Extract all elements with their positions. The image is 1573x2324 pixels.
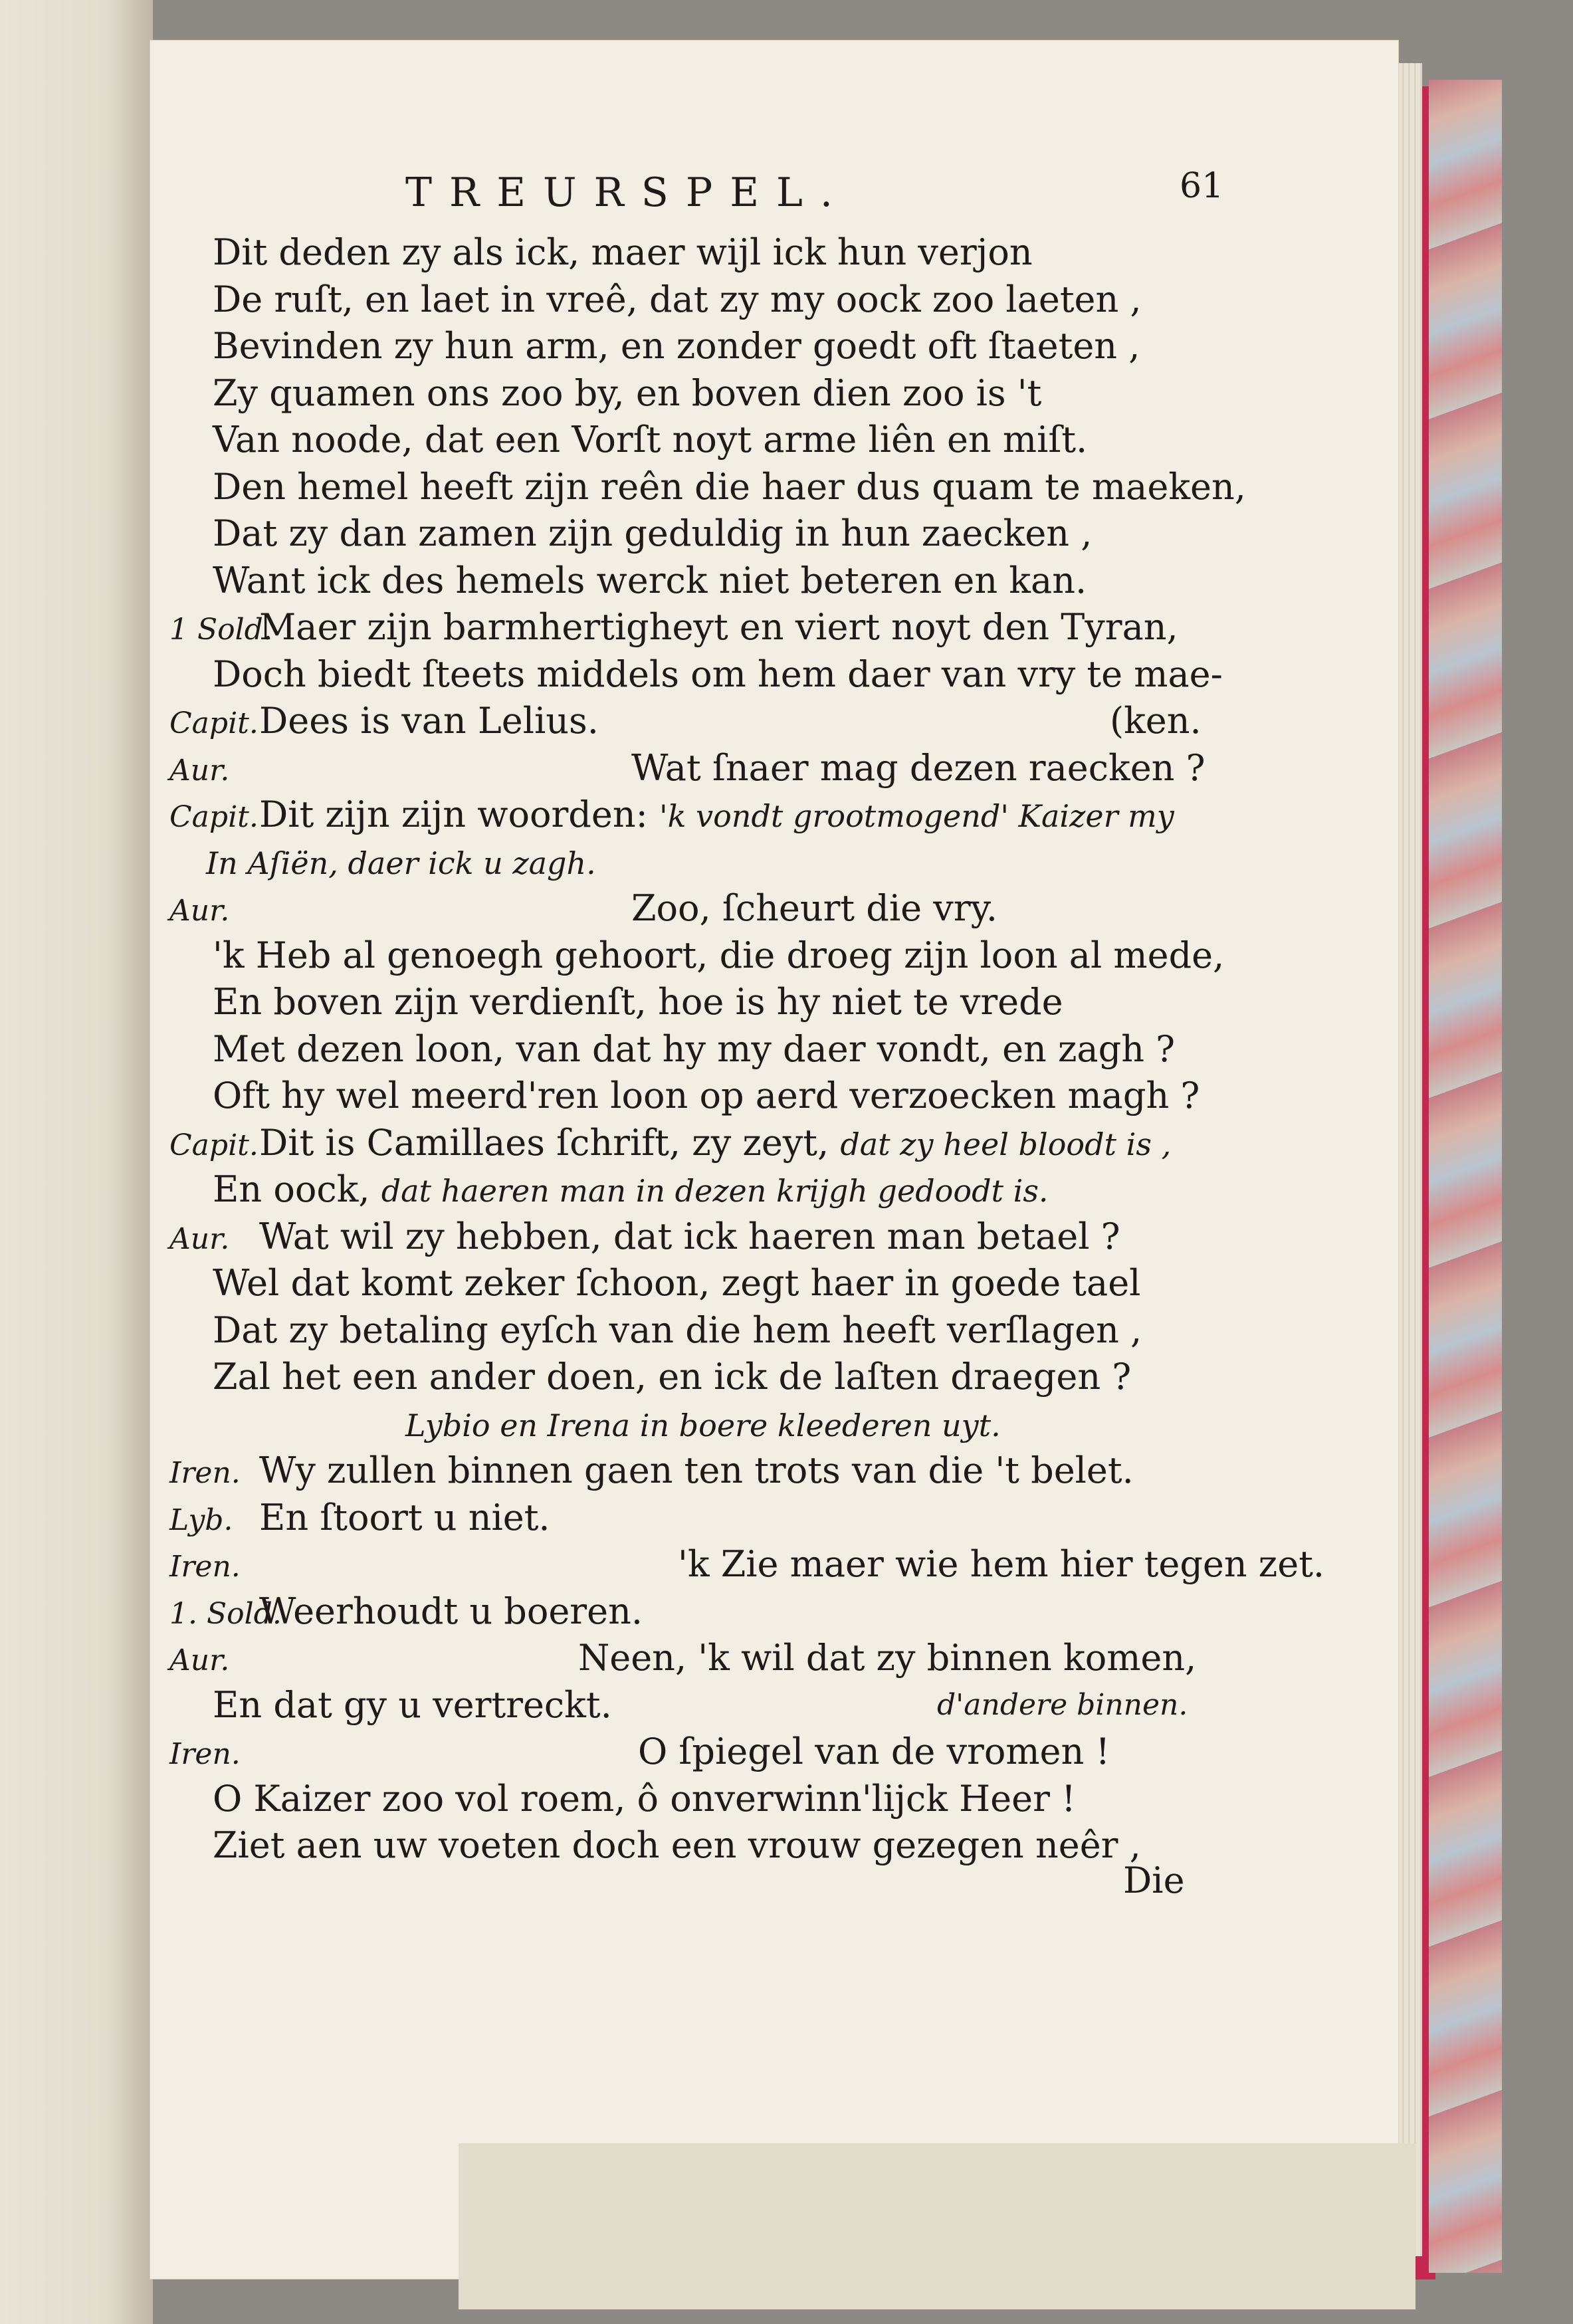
verse-text: En dat gy u vertreckt. [213,1683,612,1726]
verse-text: Wat wil zy hebben, dat ick haeren man betael ? [259,1215,1120,1257]
left-page-fragment [0,13,1573,25]
speaker-label: Iren. [169,1456,241,1490]
italic-text: dat haeren man in dezen krijgh gedoodt is. [381,1173,1049,1209]
verse-line [259,1498,550,1538]
left-page-fragment [0,25,1573,38]
verse-line [213,1779,1076,1819]
verse-line [213,280,1142,320]
verse-text: 'k Heb al genoegh gehoort, die droeg zijn loon al mede, [213,934,1225,976]
verse-line [405,1404,1001,1445]
verse-text: Wat ſnaer mag dezen raecken ? [631,746,1206,789]
running-title: TREURSPEL. [405,169,850,216]
verse-line [213,561,1087,601]
speaker-label: Capit. [169,1128,259,1162]
verse-line [213,326,1140,366]
verse-text: En ſtoort u niet. [259,1496,550,1538]
verse-line [213,982,1063,1022]
verse-line [213,1357,1131,1397]
speaker-label: Aur. [169,894,230,928]
verse-text: En boven zijn verdienſt, hoe is hy niet te vrede [213,981,1063,1023]
italic-text: Lybio en Irena in boere kleederen uyt. [405,1407,1001,1443]
verse-text: Met dezen loon, van dat hy my daer vondt, en zagh ? [213,1027,1176,1070]
verse-line [213,1263,1140,1303]
verse-line [678,1544,1324,1584]
speaker-label: 1. Sold. [169,1596,282,1631]
verse-line [213,467,1246,507]
verse-line [259,701,599,741]
verse-line [213,420,1087,460]
verse-text: Zoo, ſcheurt die vry. [631,887,998,929]
verse-line [578,1638,1196,1678]
verse-text: En oock, [213,1168,381,1210]
verse-line [213,655,1223,694]
verse-line [259,607,1178,647]
speaker-label: Aur. [169,753,230,788]
verse-line [631,889,997,928]
verse-line [213,233,1033,272]
verse-line [213,373,1041,413]
verse-line [213,1685,612,1725]
speaker-label: Lyb. [169,1503,233,1537]
italic-text: 'k vondt grootmogend' Kaizer my [659,798,1174,834]
verse-line [631,748,1206,788]
speaker-label: 1 Sold. [169,613,272,647]
facing-left-page [0,0,153,2324]
verse-text: Zal het een ander doen, en ick de laſten draegen ? [213,1356,1132,1398]
verse-line [259,1451,1134,1491]
verse-text: Dit deden zy als ick, maer wijl ick hun verjon [213,231,1033,273]
speaker-label: Capit. [169,706,259,740]
verse-text: Dat zy betaling eyſch van die hem heeft verſlagen , [213,1309,1142,1351]
right-aligned-note: (ken. [1110,700,1202,742]
speaker-label: Iren. [169,1737,241,1771]
verse-line [213,936,1224,976]
verse-text: Neen, 'k wil dat zy binnen komen, [578,1637,1197,1679]
verse-line [213,1076,1200,1116]
speaker-label: Capit. [169,800,259,834]
verse-line [213,1029,1175,1069]
verse-text: 'k Zie maer wie hem hier tegen zet. [678,1543,1325,1585]
verse-text: Zy quamen ons zoo by, en boven dien zoo is 't [213,371,1042,414]
verse-line [206,842,596,883]
right-aligned-note: d'andere binnen. [937,1687,1188,1722]
verse-text: O Kaizer zoo vol roem, ô onverwinn'lijck Heer ! [213,1777,1076,1820]
verse-text: Oft hy wel meerd'ren loon op aerd verzoecken magh ? [213,1075,1200,1116]
verse-line [638,1732,1110,1772]
italic-text: In Aſiën, daer ick u zagh. [206,845,596,881]
verse-text: Bevinden zy hun arm, en zonder goedt oft ſtaeten , [213,325,1140,367]
verse-line [213,1311,1142,1350]
verse-text: Dit zijn zijn woorden: [259,793,659,835]
verse-text: Want ick des hemels werck niet beteren en kan. [213,559,1087,601]
verse-text: Ziet aen uw voeten doch een vrouw gezegen neêr , [213,1824,1141,1866]
catchword: Die [1123,1859,1185,1901]
verse-line [259,1123,1171,1164]
verse-text: Wel dat komt zeker ſchoon, zegt haer in goede tael [213,1262,1141,1304]
marbled-cover [1429,80,1502,2273]
verse-text: Dat zy dan zamen zijn geduldig in hun zaecken , [213,512,1093,554]
speaker-label: Aur. [169,1221,230,1256]
speaker-label: Aur. [169,1643,230,1677]
verse-text: Van noode, dat een Vorſt noyt arme liên en miſt. [213,419,1088,461]
italic-text: dat zy heel bloodt is , [840,1126,1172,1162]
verse-text: Maer zijn barmhertigheyt en viert noyt den Tyran, [259,606,1178,648]
verse-line [213,1826,1141,1865]
page-bottom [459,2143,1416,2309]
verse-text: Wy zullen binnen gaen ten trots van die 't belet. [259,1449,1134,1491]
verse-line [259,1592,643,1632]
left-page-fragment [0,0,1573,13]
verse-text: Dit is Camillaes ſchrift, zy zeyt, [259,1121,841,1164]
verse-line [259,1217,1120,1257]
verse-text: Dees is van Lelius. [259,700,599,742]
verse-text: Weerhoudt u boeren. [259,1590,643,1632]
verse-line [213,1170,1049,1211]
verse-text: O ſpiegel van de vromen ! [638,1731,1110,1772]
speaker-label: Iren. [169,1550,241,1584]
verse-text: De ruſt, en laet in vreê, dat zy my oock zoo laeten , [213,278,1142,320]
verse-line [259,795,1174,836]
verse-text: Doch biedt ſteets middels om hem daer van vry te mae- [213,653,1223,695]
verse-line [213,514,1092,554]
verse-text: Den hemel heeft zijn reên die haer dus quam te maeken, [213,465,1246,508]
page-number: 61 [1180,166,1224,206]
